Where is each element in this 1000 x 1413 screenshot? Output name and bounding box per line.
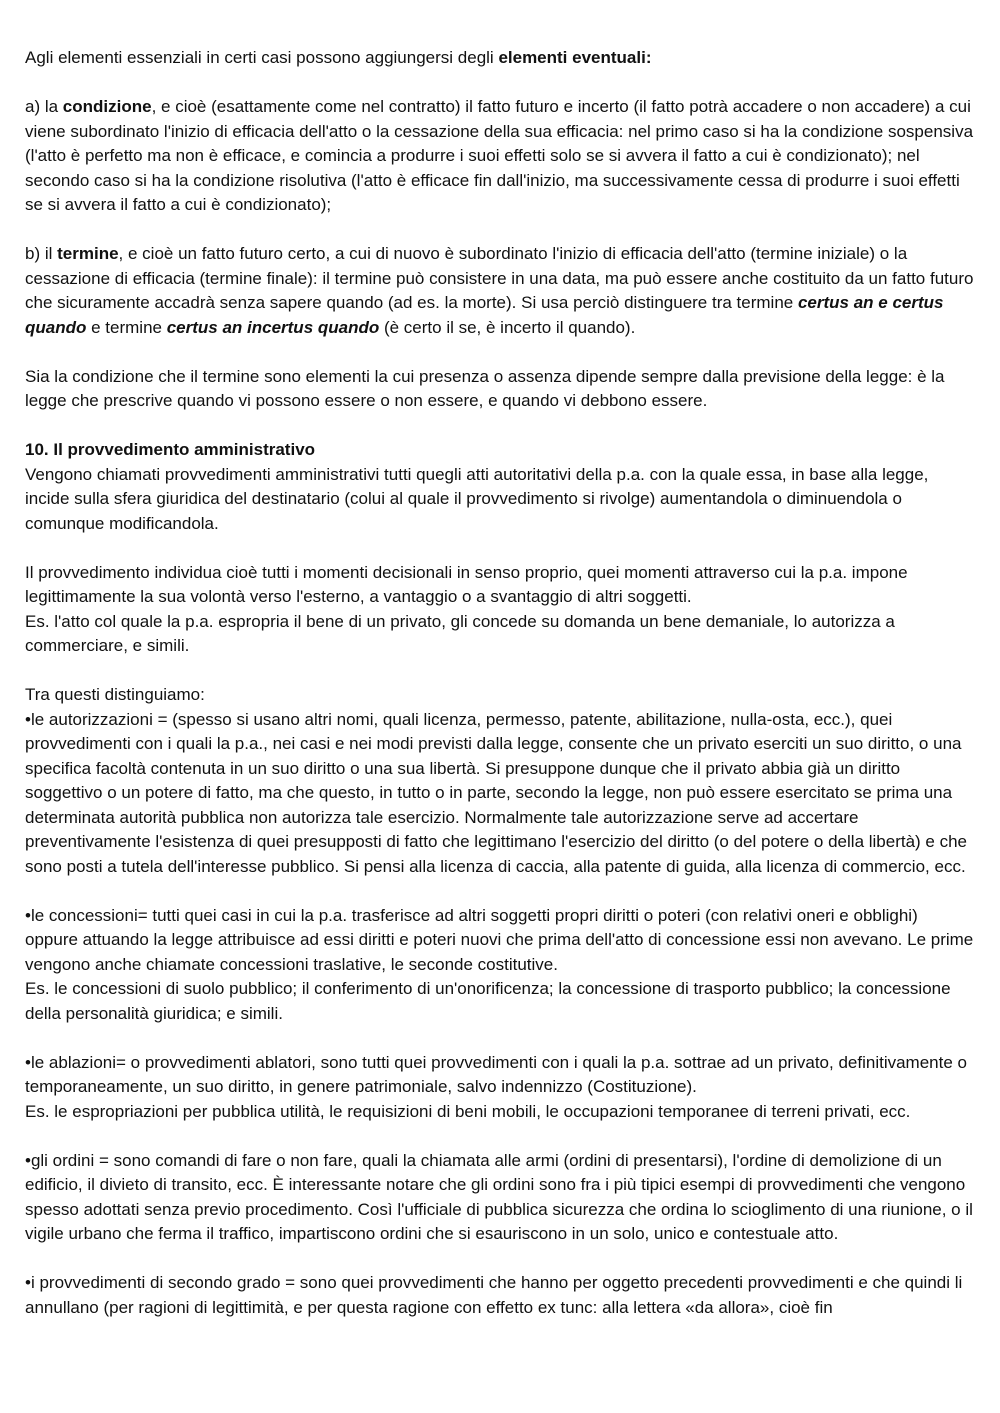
- condizione-prefix: a) la: [25, 97, 63, 116]
- sia-paragraph: Sia la condizione che il termine sono elementi la cui presenza o assenza dipende sempre dalla previsione della legge: è la legge che prescrive quando vi possono essere o non essere, e quando vi debbono essere.: [25, 366, 945, 410]
- secondo-grado-paragraph: •i provvedimenti di secondo grado = sono quei provvedimenti che hanno per oggetto precedenti provvedimenti e che quindi li annullano (per ragioni di legittimità, e per questa ragione con effetto ex tunc: alla lettera «da allora», cioè fin: [25, 1273, 963, 1317]
- termine-latin-1: certus an e certus quando: [25, 293, 944, 337]
- ablazioni-paragraph: [25, 1051, 975, 1125]
- termine-term: termine: [57, 244, 119, 263]
- termine-mid-text: e termine: [86, 317, 167, 337]
- ablazioni-example-text: Es. le espropriazioni per pubblica utilità, le requisizioni di beni mobili, le occupazioni temporanee di terreni privati, ecc.: [25, 1101, 911, 1121]
- concessioni-paragraph: [25, 904, 975, 1027]
- intro-paragraph: [25, 46, 975, 71]
- termine-latin-2: certus an incertus quando: [166, 317, 380, 337]
- concessioni-example-text: Es. le concessioni di suolo pubblico; il conferimento di un'onorificenza; la concessione di trasporto pubblico; la concessione della personalità giuridica; e simili.: [25, 979, 951, 1023]
- concessioni-text: •le concessioni= tutti quei casi in cui la p.a. trasferisce ad altri soggetti propri diritti o poteri (con relativi oneri e obblighi) oppure attuando la legge attribuisce ad essi diritti e poteri nuovi che prima dell'atto di concessione essi non avevano. Le prime vengono anche chiamate concessioni traslative, le seconde costitutive.: [25, 905, 974, 974]
- esempio-text: Es. l'atto col quale la p.a. espropria il bene di un privato, gli concede su domanda un bene demaniale, lo autorizza a commerciare, e simili.: [25, 611, 895, 655]
- termine-text: , e cioè un fatto futuro certo, a cui di nuovo è subordinato l'inizio di efficacia dell'atto (termine iniziale) o la cessazione di efficacia (termine finale): il termine può consistere in una data, ma può essere anche costituito da un fatto futuro che sicuramente accadrà senza sapere quando (ad es. la morte). Si usa perciò distinguere tra termine: [25, 244, 974, 312]
- section-10: [25, 438, 975, 536]
- termine-prefix: b) il: [25, 244, 58, 263]
- condizione-text: , e cioè (esattamente come nel contratto) il fatto futuro e incerto (il fatto potrà accadere o non accadere) a cui viene subordinato l'inizio di efficacia dell'atto o la cessazione della sua efficacia: nel primo caso si ha la condizione sospensiva (l'atto è perfetto ma non è efficace, e comincia a produrre i suoi effetti solo se si avvera il fatto a cui è condizionato); nel secondo caso si ha la condizione risolutiva (l'atto è efficace fin dall'inizio, ma successivamente cessa di produrre i suoi effetti se si avvera il fatto a cui è condizionato);: [25, 97, 974, 214]
- termine-paragraph: [25, 242, 975, 340]
- ablazioni-text: •le ablazioni= o provvedimenti ablatori, sono tutti quei provvedimenti con i quali la p.a. sottrae ad un privato, definitivamente o temporaneamente, un suo diritto, in genere patrimoniale, salvo indennizzo (Costituzione).: [25, 1052, 967, 1096]
- section-intro-text: Vengono chiamati provvedimenti amministrativi tutti quegli atti autoritativi della p.a. con la quale essa, in base alla legge, incide sulla sfera giuridica del destinatario (colui al quale il provvedimento si rivolge) aumentandola o diminuendola o comunque modificandola.: [25, 464, 929, 533]
- condizione-paragraph: [25, 95, 975, 218]
- section-heading: 10. Il provvedimento amministrativo: [25, 440, 316, 459]
- tra-questi-text: Tra questi distinguiamo:: [25, 685, 205, 704]
- individua-paragraph: [25, 561, 975, 659]
- ordini-paragraph: •gli ordini = sono comandi di fare o non fare, quali la chiamata alle armi (ordini di presentarsi), l'ordine di demolizione di un edificio, il divieto di transito, ecc. È interessante notare che gli ordini sono fra i più tipici esempi di provvedimenti che vengono spesso adottati senza previo procedimento. Così l'ufficiale di pubblica sicurezza che ordina lo scioglimento di una riunione, o il vigile urbano che ferma il traffico, impartiscono ordini che si esauriscono in un solo, unico e contestuale atto.: [25, 1150, 973, 1243]
- individua-text: Il provvedimento individua cioè tutti i momenti decisionali in senso proprio, quei momenti attraverso cui la p.a. impone legittimamente la sua volontà verso l'esterno, a vantaggio o a svantaggio di altri soggetti.: [25, 562, 908, 606]
- condizione-term: condizione: [62, 97, 152, 116]
- termine-end-text: (è certo il se, è incerto il quando).: [379, 317, 636, 337]
- intro-bold-text: elementi eventuali:: [498, 48, 652, 67]
- autorizzazioni-paragraph: [25, 683, 975, 879]
- autorizzazioni-text: •le autorizzazioni = (spesso si usano altri nomi, quali licenza, permesso, patente, abilitazione, nulla-osta, ecc.), quei provvedimenti con i quali la p.a., nei casi e nei modi previsti dalla legge, consente che un privato eserciti un suo diritto, o una specifica facoltà contenuta in un suo diritto o una sua libertà. Si presuppone dunque che il privato abbia già un diritto soggettivo o un potere di fatto, ma che questo, in tutto o in parte, secondo la legge, non può essere esercitato se prima una determinata autorità pubblica non autorizza tale esercizio. Normalmente tale autorizzazione serve ad accertare preventivamente l'esistenza di quei presupposti di fatto che legittimano l'esercizio del diritto (o del potere o della libertà) e che sono posti a tutela dell'interesse pubblico. Si pensi alla licenza di caccia, alla patente di guida, alla licenza di commercio, ecc.: [25, 709, 968, 876]
- intro-text: Agli elementi essenziali in certi casi possono aggiungersi degli: [25, 48, 499, 67]
